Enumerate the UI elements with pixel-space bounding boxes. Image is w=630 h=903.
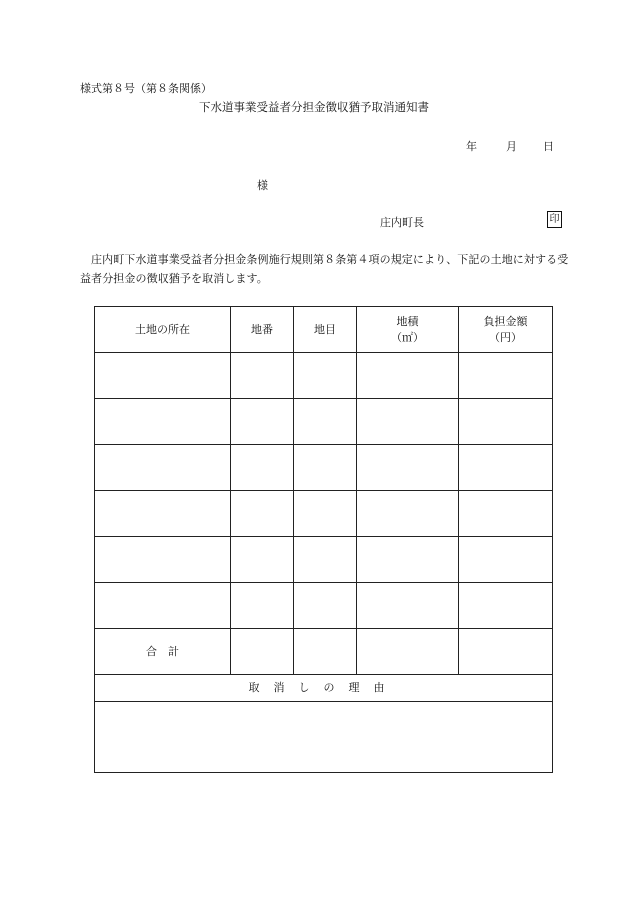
lot-number-cell[interactable] [231,399,294,445]
reason-header-row [95,675,553,702]
total-area-cell[interactable] [357,629,459,675]
table-row [95,583,553,629]
form-number: 様式第８号（第８条関係） [80,82,212,95]
header-charge [459,307,553,353]
header-area [357,307,459,353]
land-category-cell[interactable] [294,353,357,399]
date-month-label: 月 [506,140,517,153]
total-land-category-cell[interactable] [294,629,357,675]
land-category-cell[interactable] [294,399,357,445]
issuer-name: 庄内町長 [380,216,424,229]
header-area-unit: （㎡） [391,330,424,344]
document-title: 下水道事業受益者分担金徴収猶予取消通知書 [199,100,429,114]
seal-box: 印 [547,211,562,228]
addressee-suffix: 様 [257,179,268,192]
area-cell[interactable] [357,491,459,537]
land-category-cell[interactable] [294,583,357,629]
table-row [95,491,553,537]
land-table [94,306,553,773]
location-cell[interactable] [95,445,231,491]
table-row [95,445,553,491]
table-row [95,353,553,399]
location-cell[interactable] [95,491,231,537]
header-lot-number: 地番 [231,307,294,353]
charge-cell[interactable] [459,583,553,629]
header-charge-label: 負担金額 [483,314,528,328]
location-cell[interactable] [95,537,231,583]
land-category-cell[interactable] [294,491,357,537]
area-cell[interactable] [357,353,459,399]
table-row [95,537,553,583]
body-paragraph: 庄内町下水道事業受益者分担金条例施行規則第８条第４項の規定により、下記の土地に対する受益者分担金の徴収猶予を取消します。 [80,253,569,285]
header-location: 土地の所在 [95,307,231,353]
location-cell[interactable] [95,583,231,629]
total-row [95,629,553,675]
location-cell[interactable] [95,399,231,445]
charge-cell[interactable] [459,445,553,491]
area-cell[interactable] [357,445,459,491]
table-row [95,399,553,445]
header-area-label: 地積 [396,314,419,328]
reason-body-row [95,702,553,773]
charge-cell[interactable] [459,537,553,583]
charge-cell[interactable] [459,353,553,399]
area-cell[interactable] [357,537,459,583]
header-charge-unit: （円） [489,330,522,344]
date-year-label: 年 [466,140,477,153]
lot-number-cell[interactable] [231,353,294,399]
location-cell[interactable] [95,353,231,399]
area-cell[interactable] [357,399,459,445]
reason-field[interactable] [95,702,553,773]
land-category-cell[interactable] [294,445,357,491]
total-charge-cell[interactable] [459,629,553,675]
header-land-category: 地目 [294,307,357,353]
land-category-cell[interactable] [294,537,357,583]
lot-number-cell[interactable] [231,583,294,629]
charge-cell[interactable] [459,491,553,537]
lot-number-cell[interactable] [231,537,294,583]
area-cell[interactable] [357,583,459,629]
lot-number-cell[interactable] [231,445,294,491]
reason-label: 取消しの理由 [95,675,553,702]
date-day-label: 日 [543,140,554,153]
lot-number-cell[interactable] [231,491,294,537]
table-header-row [95,307,553,353]
charge-cell[interactable] [459,399,553,445]
total-label: 合 計 [95,629,231,675]
total-lot-number-cell[interactable] [231,629,294,675]
